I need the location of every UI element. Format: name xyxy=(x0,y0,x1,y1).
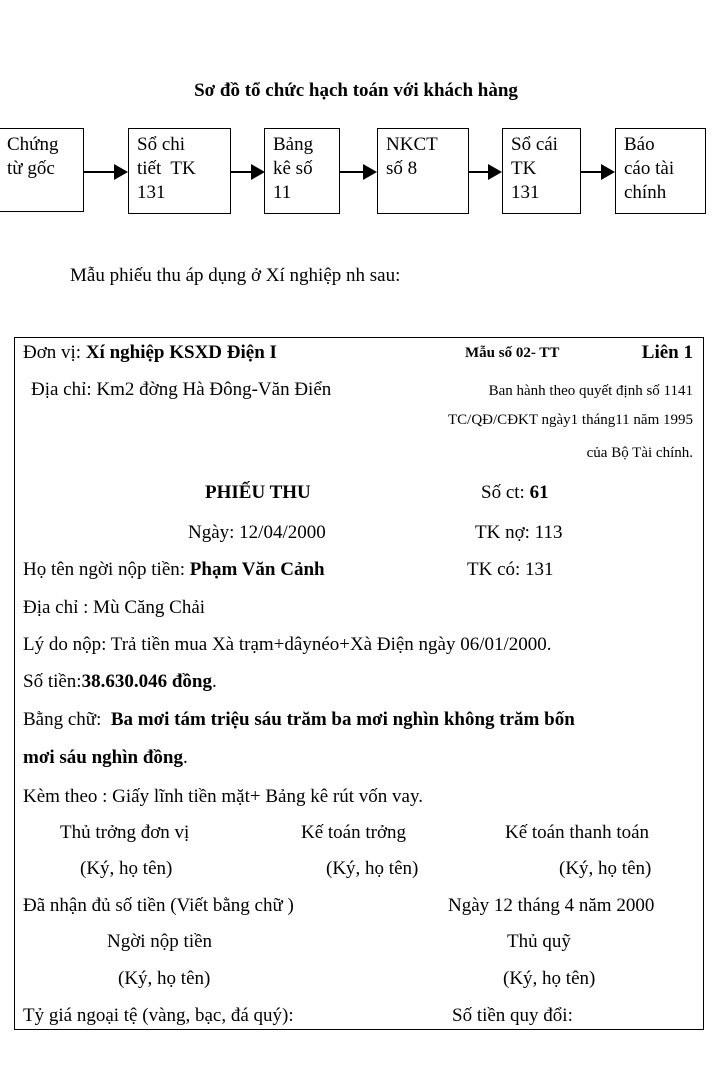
box-line: từ gốc xyxy=(7,158,55,179)
flow-box-source-documents xyxy=(0,128,84,212)
box-line: Bảng xyxy=(273,134,314,155)
words-line-2 xyxy=(23,747,188,769)
received-line: Đã nhận đủ số tiền (Viết bằng chữ ) xyxy=(23,895,294,916)
payer-address: Địa chỉ : Mù Căng Chải xyxy=(23,597,206,618)
fx-rate-line: Tỷ giá ngoại tệ (vàng, bạc, đá quý): xyxy=(23,1005,294,1026)
unit-label: Đơn vị: xyxy=(23,342,86,363)
voucher-number xyxy=(481,482,549,504)
box-line: cáo tài xyxy=(624,158,675,179)
signer-chief-accountant: Kế toán trởng xyxy=(301,822,407,843)
signer-cashier: Thủ quỹ xyxy=(507,931,571,952)
decree-line: Ban hành theo quyết định số 1141 xyxy=(488,383,693,399)
box-line: kê số xyxy=(273,158,313,179)
arrow-icon xyxy=(469,171,500,173)
address-line: Địa chỉ: Km2 đờng Hà Đông-Văn Điển xyxy=(31,379,332,400)
date-line: Ngày: 12/04/2000 xyxy=(188,522,326,543)
reason-line: Lý do nộp: Trả tiền mua Xà trạm+dâynéo+Xà Điện ngày 06/01/2000. xyxy=(23,634,552,655)
payer-label: Họ tên ngời nộp tiền: xyxy=(23,559,190,580)
flow-box-journal xyxy=(377,128,469,214)
box-line: 131 xyxy=(511,182,540,203)
signer-payer: Ngời nộp tiền xyxy=(107,931,213,952)
credit-account: TK có: 131 xyxy=(467,559,554,580)
amount-end: . xyxy=(211,671,217,692)
amount-label: Số tiền: xyxy=(23,671,82,692)
converted-amount: Số tiền quy đổi: xyxy=(452,1005,573,1026)
debit-account: TK nợ: 113 xyxy=(475,522,563,543)
box-line: Sổ cái xyxy=(511,134,558,155)
box-line: chính xyxy=(624,182,667,203)
arrow-icon xyxy=(581,171,613,173)
diagram-title: Sơ đồ tổ chức hạch toán với khách hàng xyxy=(194,80,518,101)
payer-name: Phạm Văn Cảnh xyxy=(189,559,325,580)
unit-line xyxy=(23,342,277,364)
document-title: PHIẾU THU xyxy=(205,482,311,503)
flow-box-statement xyxy=(264,128,340,214)
payer-line xyxy=(23,559,325,581)
decree-line: của Bộ Tài chính. xyxy=(586,445,693,461)
decree-line: TC/QĐ/CĐKT ngày1 tháng11 năm 1995 xyxy=(448,412,693,428)
box-line: TK xyxy=(511,158,537,179)
box-line: Sổ chi xyxy=(137,134,186,155)
box-line: NKCT xyxy=(386,134,438,155)
unit-value: Xí nghiệp KSXD Điện I xyxy=(85,342,277,363)
sign-hint: (Ký, họ tên) xyxy=(118,968,211,989)
receipt-form xyxy=(14,337,704,1030)
sign-hint: (Ký, họ tên) xyxy=(326,858,419,879)
words-end: . xyxy=(182,747,188,768)
words-label: Bằng chữ: xyxy=(23,709,111,730)
flow-box-general-ledger xyxy=(502,128,581,214)
arrow-icon xyxy=(340,171,375,173)
box-line: 131 xyxy=(137,182,166,203)
voucher-value: 61 xyxy=(529,482,549,503)
words-value-cont: mơi sáu nghìn đồng xyxy=(23,747,183,768)
amount-line xyxy=(23,671,217,693)
amount-value: 38.630.046 đồng xyxy=(81,671,212,692)
signer-unit-head: Thủ trởng đơn vị xyxy=(60,822,190,843)
attachments-line: Kèm theo : Giấy lĩnh tiền mặt+ Bảng kê rút vốn vay. xyxy=(23,786,423,807)
flow-box-detail-ledger xyxy=(128,128,231,214)
box-line: Chứng xyxy=(7,134,59,155)
received-date: Ngày 12 tháng 4 năm 2000 xyxy=(448,895,655,916)
box-line: Báo xyxy=(624,134,655,155)
intro-text: Mẫu phiếu thu áp dụng ở Xí nghiệp nh sau: xyxy=(70,265,401,286)
arrow-icon xyxy=(231,171,263,173)
arrow-icon xyxy=(84,171,126,173)
flow-box-financial-report xyxy=(615,128,706,214)
sign-hint: (Ký, họ tên) xyxy=(559,858,652,879)
sign-hint: (Ký, họ tên) xyxy=(503,968,596,989)
words-line-1 xyxy=(23,709,575,731)
box-line: số 8 xyxy=(386,158,418,179)
copy-number: Liên 1 xyxy=(641,342,693,363)
box-line: 11 xyxy=(273,182,292,203)
signer-payment-accountant: Kế toán thanh toán xyxy=(505,822,650,843)
voucher-label: Số ct: xyxy=(481,482,530,503)
form-number: Mẫu số 02- TT xyxy=(465,345,560,361)
box-line: tiết TK xyxy=(137,158,196,179)
sign-hint: (Ký, họ tên) xyxy=(80,858,173,879)
words-value: Ba mơi tám triệu sáu trăm ba mơi nghìn không trăm bốn xyxy=(110,709,575,730)
